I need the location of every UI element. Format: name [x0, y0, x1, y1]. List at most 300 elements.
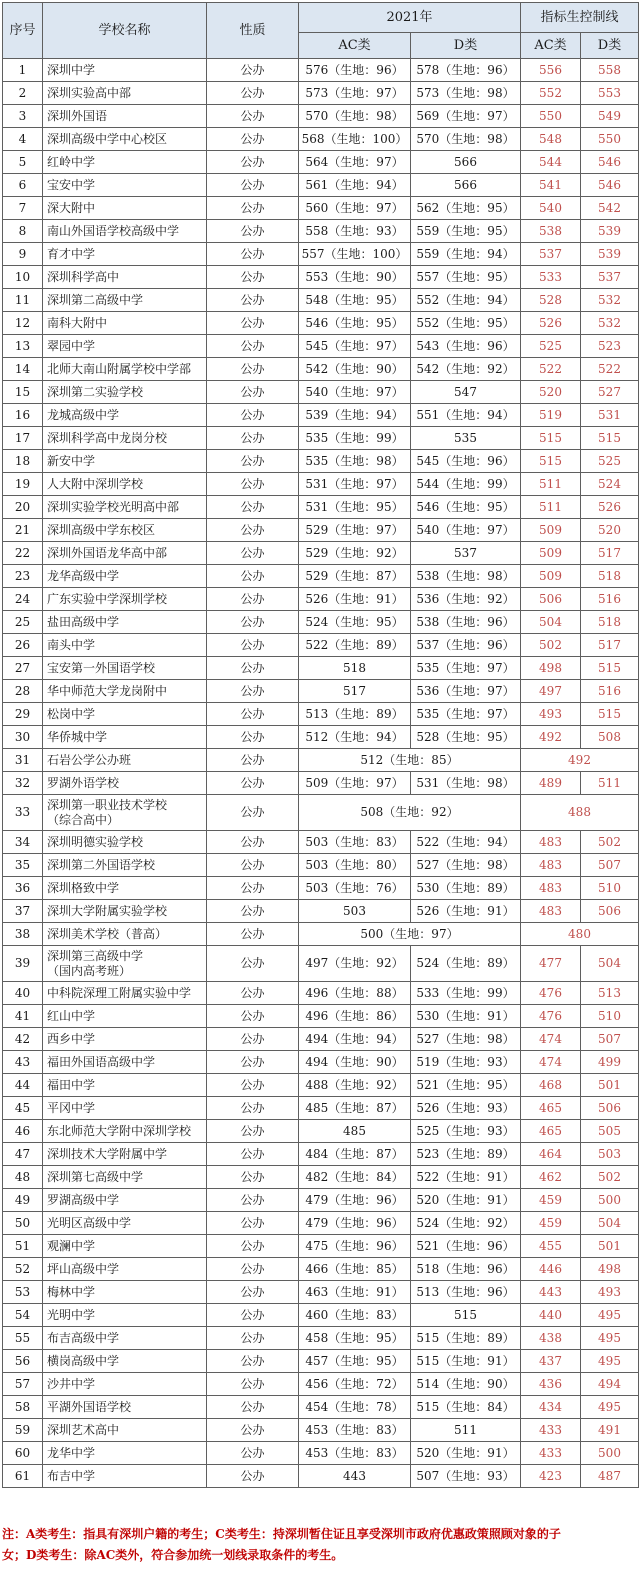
- table-row: [3, 680, 639, 703]
- quota-line-d: 549: [581, 105, 639, 128]
- school-type: 公办: [207, 220, 299, 243]
- score-2021-merged: 512（生地：85）: [299, 749, 521, 772]
- school-name: 红山中学: [43, 1005, 207, 1028]
- school-name: 翠园中学: [43, 335, 207, 358]
- score-2021-d: 507（生地：93）: [411, 1465, 521, 1488]
- quota-line-ac: 526: [521, 312, 581, 335]
- school-type: 公办: [207, 174, 299, 197]
- quota-line-d: 498: [581, 1258, 639, 1281]
- score-2021-ac: 494（生地：94）: [299, 1028, 411, 1051]
- school-type: 公办: [207, 611, 299, 634]
- school-type: 公办: [207, 1442, 299, 1465]
- quota-line-ac: 540: [521, 197, 581, 220]
- score-2021-d: 515（生地：84）: [411, 1396, 521, 1419]
- quota-line-d: 532: [581, 289, 639, 312]
- school-name: 广东实验中学深圳学校: [43, 588, 207, 611]
- row-number: 51: [3, 1235, 43, 1258]
- score-2021-merged: 508（生地：92）: [299, 795, 521, 831]
- score-2021-d: 518（生地：96）: [411, 1258, 521, 1281]
- quota-line-d: 499: [581, 1051, 639, 1074]
- school-name: 坪山高级中学: [43, 1258, 207, 1281]
- row-number: 24: [3, 588, 43, 611]
- footnote: [2, 1524, 638, 1566]
- quota-line-merged: 480: [521, 923, 639, 946]
- score-2021-d: 547: [411, 381, 521, 404]
- quota-line-d: 513: [581, 982, 639, 1005]
- quota-line-ac: 498: [521, 657, 581, 680]
- score-2021-d: 520（生地：91）: [411, 1442, 521, 1465]
- score-2021-ac: 548（生地：95）: [299, 289, 411, 312]
- row-number: 36: [3, 877, 43, 900]
- table-row: [3, 634, 639, 657]
- quota-line-d: 516: [581, 680, 639, 703]
- table-row: [3, 1097, 639, 1120]
- quota-line-d: 539: [581, 243, 639, 266]
- school-type: 公办: [207, 1051, 299, 1074]
- score-2021-d: 536（生地：97）: [411, 680, 521, 703]
- row-number: 11: [3, 289, 43, 312]
- score-2021-ac: 458（生地：95）: [299, 1327, 411, 1350]
- school-type: 公办: [207, 1350, 299, 1373]
- score-2021-d: 557（生地：95）: [411, 266, 521, 289]
- school-type: 公办: [207, 1005, 299, 1028]
- quota-line-d: 525: [581, 450, 639, 473]
- table-row: [3, 404, 639, 427]
- quota-line-ac: 434: [521, 1396, 581, 1419]
- score-2021-d: 578（生地：96）: [411, 59, 521, 82]
- score-2021-d: 535: [411, 427, 521, 450]
- table-row: [3, 1304, 639, 1327]
- row-number: 46: [3, 1120, 43, 1143]
- score-2021-ac: 453（生地：83）: [299, 1419, 411, 1442]
- quota-line-ac: 465: [521, 1097, 581, 1120]
- school-name: 梅林中学: [43, 1281, 207, 1304]
- row-number: 13: [3, 335, 43, 358]
- school-type: 公办: [207, 1465, 299, 1488]
- score-2021-d: 522（生地：94）: [411, 831, 521, 854]
- score-2021-ac: 518: [299, 657, 411, 680]
- table-row: [3, 473, 639, 496]
- row-number: 54: [3, 1304, 43, 1327]
- quota-line-d: 520: [581, 519, 639, 542]
- score-2021-d: 537: [411, 542, 521, 565]
- school-name: 深圳明德实验学校: [43, 831, 207, 854]
- quota-line-ac: 476: [521, 1005, 581, 1028]
- table-row: [3, 542, 639, 565]
- quota-line-d: 532: [581, 312, 639, 335]
- score-2021-d: 519（生地：93）: [411, 1051, 521, 1074]
- score-2021-d: 515（生地：91）: [411, 1350, 521, 1373]
- school-name: 深圳第三高级中学 （国内高考班）: [43, 946, 207, 982]
- score-2021-ac: 503（生地：80）: [299, 854, 411, 877]
- row-number: 5: [3, 151, 43, 174]
- score-2021-ac: 529（生地：97）: [299, 519, 411, 542]
- score-2021-d: 538（生地：98）: [411, 565, 521, 588]
- score-2021-d: 521（生地：96）: [411, 1235, 521, 1258]
- quota-line-ac: 455: [521, 1235, 581, 1258]
- school-name: 南山外国语学校高级中学: [43, 220, 207, 243]
- quota-line-ac: 464: [521, 1143, 581, 1166]
- quota-line-d: 506: [581, 1097, 639, 1120]
- school-name: 中科院深理工附属实验中学: [43, 982, 207, 1005]
- school-name: 红岭中学: [43, 151, 207, 174]
- table-row: [3, 1465, 639, 1488]
- score-2021-d: 551（生地：94）: [411, 404, 521, 427]
- score-2021-d: 562（生地：95）: [411, 197, 521, 220]
- table-row: [3, 496, 639, 519]
- school-name: 深圳实验高中部: [43, 82, 207, 105]
- quota-line-d: 495: [581, 1396, 639, 1419]
- school-type: 公办: [207, 565, 299, 588]
- score-2021-ac: 512（生地：94）: [299, 726, 411, 749]
- school-name: 深圳外国语龙华高中部: [43, 542, 207, 565]
- row-number: 39: [3, 946, 43, 982]
- quota-line-d: 502: [581, 831, 639, 854]
- table-row: [3, 772, 639, 795]
- table-row: [3, 1419, 639, 1442]
- quota-line-d: 505: [581, 1120, 639, 1143]
- col-header-type: 性质: [207, 3, 299, 59]
- table-row: [3, 1258, 639, 1281]
- quota-line-ac: 550: [521, 105, 581, 128]
- col-header-2021-d: D类: [411, 33, 521, 59]
- row-number: 20: [3, 496, 43, 519]
- quota-line-ac: 538: [521, 220, 581, 243]
- school-type: 公办: [207, 358, 299, 381]
- row-number: 17: [3, 427, 43, 450]
- score-2021-ac: 524（生地：95）: [299, 611, 411, 634]
- score-2021-d: 527（生地：98）: [411, 854, 521, 877]
- score-2021-d: 543（生地：96）: [411, 335, 521, 358]
- school-type: 公办: [207, 335, 299, 358]
- score-2021-ac: 443: [299, 1465, 411, 1488]
- score-2021-ac: 453（生地：83）: [299, 1442, 411, 1465]
- quota-line-ac: 520: [521, 381, 581, 404]
- score-2021-d: 526（生地：93）: [411, 1097, 521, 1120]
- quota-line-d: 516: [581, 588, 639, 611]
- score-2021-ac: 494（生地：90）: [299, 1051, 411, 1074]
- school-type: 公办: [207, 197, 299, 220]
- school-type: 公办: [207, 1235, 299, 1258]
- quota-line-d: 501: [581, 1235, 639, 1258]
- quota-line-d: 553: [581, 82, 639, 105]
- school-name: 育才中学: [43, 243, 207, 266]
- row-number: 14: [3, 358, 43, 381]
- table-header: [3, 3, 639, 59]
- row-number: 22: [3, 542, 43, 565]
- school-type: 公办: [207, 473, 299, 496]
- table-row: [3, 82, 639, 105]
- score-2021-ac: 553（生地：90）: [299, 266, 411, 289]
- quota-line-ac: 509: [521, 565, 581, 588]
- score-2021-d: 528（生地：95）: [411, 726, 521, 749]
- quota-line-ac: 423: [521, 1465, 581, 1488]
- score-2021-ac: 488（生地：92）: [299, 1074, 411, 1097]
- school-name: 深圳科学高中: [43, 266, 207, 289]
- school-type: 公办: [207, 381, 299, 404]
- table-row: [3, 1350, 639, 1373]
- table-row: [3, 657, 639, 680]
- score-2021-ac: 479（生地：96）: [299, 1189, 411, 1212]
- quota-line-ac: 511: [521, 473, 581, 496]
- score-2021-ac: 531（生地：95）: [299, 496, 411, 519]
- table-row: [3, 923, 639, 946]
- quota-line-ac: 533: [521, 266, 581, 289]
- score-2021-ac: 466（生地：85）: [299, 1258, 411, 1281]
- row-number: 31: [3, 749, 43, 772]
- quota-line-ac: 437: [521, 1350, 581, 1373]
- quota-line-d: 504: [581, 1212, 639, 1235]
- school-name: 盐田高级中学: [43, 611, 207, 634]
- quota-line-ac: 474: [521, 1051, 581, 1074]
- score-2021-d: 524（生地：89）: [411, 946, 521, 982]
- quota-line-d: 526: [581, 496, 639, 519]
- row-number: 57: [3, 1373, 43, 1396]
- school-name: 华侨城中学: [43, 726, 207, 749]
- table-row: [3, 946, 639, 982]
- score-2021-ac: 546（生地：95）: [299, 312, 411, 335]
- quota-line-ac: 537: [521, 243, 581, 266]
- table-row: [3, 854, 639, 877]
- table-row: [3, 1074, 639, 1097]
- table-row: [3, 703, 639, 726]
- quota-line-d: 527: [581, 381, 639, 404]
- quota-line-ac: 511: [521, 496, 581, 519]
- row-number: 49: [3, 1189, 43, 1212]
- school-type: 公办: [207, 749, 299, 772]
- row-number: 33: [3, 795, 43, 831]
- score-2021-d: 523（生地：89）: [411, 1143, 521, 1166]
- table-row: [3, 749, 639, 772]
- school-name: 深圳技术大学附属中学: [43, 1143, 207, 1166]
- school-type: 公办: [207, 1304, 299, 1327]
- school-name: 宝安第一外国语学校: [43, 657, 207, 680]
- row-number: 44: [3, 1074, 43, 1097]
- quota-line-d: 550: [581, 128, 639, 151]
- score-2021-d: 531（生地：98）: [411, 772, 521, 795]
- score-2021-d: 522（生地：91）: [411, 1166, 521, 1189]
- quota-line-ac: 493: [521, 703, 581, 726]
- quota-line-d: 537: [581, 266, 639, 289]
- row-number: 27: [3, 657, 43, 680]
- score-2021-ac: 485: [299, 1120, 411, 1143]
- quota-line-ac: 474: [521, 1028, 581, 1051]
- quota-line-merged: 488: [521, 795, 639, 831]
- score-2021-d: 566: [411, 151, 521, 174]
- school-name: 观澜中学: [43, 1235, 207, 1258]
- school-name: 深圳第一职业技术学校 （综合高中）: [43, 795, 207, 831]
- school-type: 公办: [207, 877, 299, 900]
- quota-line-ac: 504: [521, 611, 581, 634]
- score-2021-ac: 509（生地：97）: [299, 772, 411, 795]
- table-row: [3, 59, 639, 82]
- school-type: 公办: [207, 982, 299, 1005]
- row-number: 45: [3, 1097, 43, 1120]
- row-number: 47: [3, 1143, 43, 1166]
- school-name: 深圳外国语: [43, 105, 207, 128]
- table-row: [3, 151, 639, 174]
- quota-line-ac: 522: [521, 358, 581, 381]
- school-type: 公办: [207, 1166, 299, 1189]
- score-2021-ac: 454（生地：78）: [299, 1396, 411, 1419]
- row-number: 35: [3, 854, 43, 877]
- quota-line-d: 508: [581, 726, 639, 749]
- school-name: 龙华高级中学: [43, 565, 207, 588]
- score-2021-ac: 540（生地：97）: [299, 381, 411, 404]
- score-2021-ac: 557（生地：100）: [299, 243, 411, 266]
- school-name: 布吉高级中学: [43, 1327, 207, 1350]
- score-2021-d: 526（生地：91）: [411, 900, 521, 923]
- school-type: 公办: [207, 1212, 299, 1235]
- row-number: 1: [3, 59, 43, 82]
- score-2021-ac: 573（生地：97）: [299, 82, 411, 105]
- table-row: [3, 1373, 639, 1396]
- quota-line-d: 510: [581, 1005, 639, 1028]
- school-name: 人大附中深圳学校: [43, 473, 207, 496]
- school-type: 公办: [207, 1327, 299, 1350]
- score-2021-ac: 526（生地：91）: [299, 588, 411, 611]
- school-name: 龙城高级中学: [43, 404, 207, 427]
- admission-score-table: [2, 2, 639, 1488]
- quota-line-ac: 509: [521, 542, 581, 565]
- row-number: 2: [3, 82, 43, 105]
- row-number: 52: [3, 1258, 43, 1281]
- school-name: 深圳第二实验学校: [43, 381, 207, 404]
- quota-line-ac: 515: [521, 427, 581, 450]
- quota-line-d: 503: [581, 1143, 639, 1166]
- score-2021-ac: 576（生地：96）: [299, 59, 411, 82]
- quota-line-d: 493: [581, 1281, 639, 1304]
- row-number: 43: [3, 1051, 43, 1074]
- school-type: 公办: [207, 1143, 299, 1166]
- row-number: 55: [3, 1327, 43, 1350]
- score-2021-d: 540（生地：97）: [411, 519, 521, 542]
- school-name: 深圳格致中学: [43, 877, 207, 900]
- school-type: 公办: [207, 1028, 299, 1051]
- score-2021-ac: 463（生地：91）: [299, 1281, 411, 1304]
- quota-line-ac: 541: [521, 174, 581, 197]
- quota-line-ac: 468: [521, 1074, 581, 1097]
- school-type: 公办: [207, 795, 299, 831]
- quota-line-d: 546: [581, 174, 639, 197]
- school-name: 东北师范大学附中深圳学校: [43, 1120, 207, 1143]
- table-row: [3, 519, 639, 542]
- row-number: 37: [3, 900, 43, 923]
- score-2021-ac: 503（生地：83）: [299, 831, 411, 854]
- table-row: [3, 877, 639, 900]
- school-type: 公办: [207, 151, 299, 174]
- quota-line-ac: 525: [521, 335, 581, 358]
- score-2021-ac: 475（生地：96）: [299, 1235, 411, 1258]
- table-row: [3, 335, 639, 358]
- school-name: 罗湖高级中学: [43, 1189, 207, 1212]
- row-number: 9: [3, 243, 43, 266]
- school-type: 公办: [207, 1189, 299, 1212]
- quota-line-d: 523: [581, 335, 639, 358]
- school-name: 北师大南山附属学校中学部: [43, 358, 207, 381]
- school-name: 华中师范大学龙岗附中: [43, 680, 207, 703]
- score-2021-ac: 558（生地：93）: [299, 220, 411, 243]
- score-2021-d: 542（生地：92）: [411, 358, 521, 381]
- score-2021-ac: 542（生地：90）: [299, 358, 411, 381]
- quota-line-d: 518: [581, 611, 639, 634]
- row-number: 8: [3, 220, 43, 243]
- school-type: 公办: [207, 680, 299, 703]
- school-name: 深大附中: [43, 197, 207, 220]
- row-number: 6: [3, 174, 43, 197]
- row-number: 29: [3, 703, 43, 726]
- score-2021-ac: 496（生地：86）: [299, 1005, 411, 1028]
- school-type: 公办: [207, 1074, 299, 1097]
- school-name: 西乡中学: [43, 1028, 207, 1051]
- school-name: 平湖外国语学校: [43, 1396, 207, 1419]
- school-type: 公办: [207, 1373, 299, 1396]
- quota-line-d: 495: [581, 1350, 639, 1373]
- quota-line-d: 494: [581, 1373, 639, 1396]
- row-number: 53: [3, 1281, 43, 1304]
- table-row: [3, 174, 639, 197]
- quota-line-d: 491: [581, 1419, 639, 1442]
- table-row: [3, 243, 639, 266]
- score-2021-d: 533（生地：99）: [411, 982, 521, 1005]
- quota-line-ac: 459: [521, 1212, 581, 1235]
- row-number: 28: [3, 680, 43, 703]
- score-2021-d: 525（生地：93）: [411, 1120, 521, 1143]
- school-name: 深圳艺术高中: [43, 1419, 207, 1442]
- score-2021-ac: 496（生地：88）: [299, 982, 411, 1005]
- school-type: 公办: [207, 266, 299, 289]
- school-name: 光明区高级中学: [43, 1212, 207, 1235]
- row-number: 61: [3, 1465, 43, 1488]
- row-number: 41: [3, 1005, 43, 1028]
- col-header-quota: 指标生控制线: [521, 3, 639, 33]
- score-2021-d: 530（生地：91）: [411, 1005, 521, 1028]
- quota-line-d: 500: [581, 1189, 639, 1212]
- table-row: [3, 1143, 639, 1166]
- row-number: 16: [3, 404, 43, 427]
- school-type: 公办: [207, 923, 299, 946]
- col-header-2021: 2021年: [299, 3, 521, 33]
- quota-line-ac: 438: [521, 1327, 581, 1350]
- score-2021-d: 570（生地：98）: [411, 128, 521, 151]
- school-name: 石岩公学公办班: [43, 749, 207, 772]
- quota-line-ac: 556: [521, 59, 581, 82]
- school-type: 公办: [207, 450, 299, 473]
- table-row: [3, 831, 639, 854]
- table-row: [3, 1166, 639, 1189]
- quota-line-ac: 492: [521, 726, 581, 749]
- table-row: [3, 450, 639, 473]
- quota-line-d: 487: [581, 1465, 639, 1488]
- score-2021-ac: 482（生地：84）: [299, 1166, 411, 1189]
- school-name: 深圳中学: [43, 59, 207, 82]
- quota-line-ac: 483: [521, 900, 581, 923]
- score-2021-ac: 545（生地：97）: [299, 335, 411, 358]
- quota-line-ac: 483: [521, 831, 581, 854]
- quota-line-ac: 477: [521, 946, 581, 982]
- quota-line-ac: 446: [521, 1258, 581, 1281]
- row-number: 38: [3, 923, 43, 946]
- school-type: 公办: [207, 542, 299, 565]
- quota-line-ac: 483: [521, 854, 581, 877]
- school-name: 深圳实验学校光明高中部: [43, 496, 207, 519]
- score-2021-ac: 522（生地：89）: [299, 634, 411, 657]
- table-row: [3, 1051, 639, 1074]
- school-name: 松岗中学: [43, 703, 207, 726]
- quota-line-d: 502: [581, 1166, 639, 1189]
- school-type: 公办: [207, 289, 299, 312]
- score-2021-d: 569（生地：97）: [411, 105, 521, 128]
